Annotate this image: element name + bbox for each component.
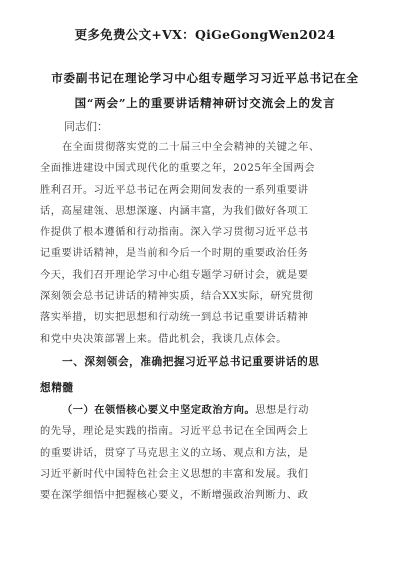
paragraph-line: 和党中央决策部署上来。借此机会，我谈几点体会。 [40,333,287,345]
paragraph-line: 深刻领会总书记讲话的精神实质，结合XX实际，研究贯彻 [40,291,314,303]
paragraph-line: 要在深学细悟中把握核心要义，不断增强政治判断力、政 [40,490,309,502]
section-heading-1 [40,352,370,399]
section-heading-line-1: 一、深刻领会，准确把握习近平总书记重要讲话的思 [62,356,320,368]
title-line-2: 国“两会”上的重要讲话精神研讨交流会上的发言 [74,96,336,110]
subsection-first-line-text: 思想是行动 [255,405,309,416]
document-title [40,66,370,116]
paragraph-line: 习近平新时代中国特色社会主义思想的丰富和发展。我们 [40,468,309,480]
paragraph-line: 在全面贯彻落实党的二十届三中全会精神的关键之年、 [62,142,320,153]
paragraph-line: 记重要讲话精神，是当前和今后一个时期的重要政治任务 [40,248,309,260]
section-heading-line-2: 想精髓 [40,381,74,394]
paragraph-line: 胜利召开。习近平总书记在两会期间发表的一系列重要讲 [40,184,309,196]
title-line-1: 市委副书记在理论学习中心组专题学习习近平总书记在全 [51,71,359,85]
paragraph-line: 作提供了根本遵循和行动指南。深入学习贯彻习近平总书 [40,227,309,239]
paragraph-line: 话，高屋建瓴、思想深邃、内涵丰富，为我们做好各项工 [40,205,309,217]
subsection-heading: （一）在领悟核心要义中坚定政治方向。 [62,404,256,416]
paragraph-line: 全面推进建设中国式现代化的重要之年，2025年全国两会 [40,163,316,175]
paragraph-line: 的重要讲话，贯穿了马克思主义的立场、观点和方法，是 [40,447,309,459]
paragraph-line: 今天，我们召开理论学习中心组专题学习研讨会，就是要 [40,269,309,281]
paragraph-subsection-1 [40,400,370,506]
paragraph-line [40,400,370,421]
paragraph-line: 落实举措，切实把思想和行动统一到总书记重要讲话精神 [40,312,309,324]
salutation: 同志们： [64,120,108,133]
header-note: 更多免费公文+VX：QiGeGongWen2024 [74,27,336,42]
paragraph-intro [40,137,370,350]
paragraph-line: 的先导，理论是实践的指南。习近平总书记在全国两会上 [40,426,309,438]
